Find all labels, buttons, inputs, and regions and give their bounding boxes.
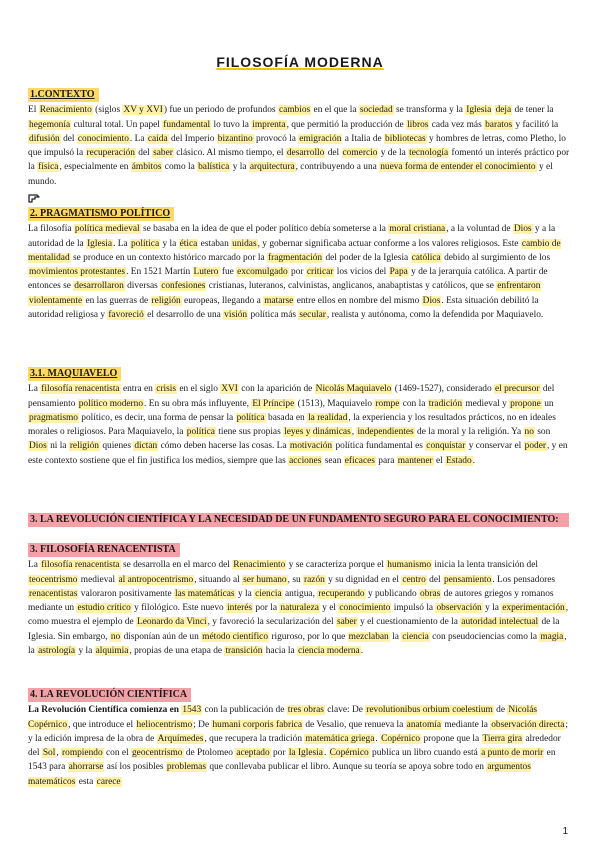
section-heading: 2. PRAGMATISMO POLÍTICO xyxy=(28,207,174,221)
body-text: , y gobernar significaba actuar conforme a los valores religiosos. Este xyxy=(257,238,521,249)
body-text: . La xyxy=(129,133,147,144)
highlighted-text: pragmatismo xyxy=(29,412,78,423)
highlighted-text: mezclaban xyxy=(348,631,389,642)
highlighted-text: movimientos protestantes xyxy=(29,267,126,278)
highlighted-text: autoridad intelectual xyxy=(461,617,539,628)
section-maquiavelo xyxy=(28,367,572,468)
body-text: La Revolución Científica comienza en xyxy=(28,705,182,716)
highlighted-text: obras xyxy=(420,588,441,599)
highlighted-text: observación xyxy=(436,603,482,614)
highlighted-text: anatomía xyxy=(406,719,442,730)
highlighted-text: Lutero xyxy=(193,267,219,278)
section-pragmatismo xyxy=(28,207,572,322)
highlighted-text: centro xyxy=(402,574,426,585)
body-text: tiene sus propias xyxy=(215,427,284,438)
highlighted-text: argumentos matemáticos xyxy=(28,762,531,787)
body-text: clave: De xyxy=(324,705,366,716)
body-text: medieval y xyxy=(463,398,510,409)
body-text: por xyxy=(288,267,306,278)
highlighted-text: razón xyxy=(304,574,325,585)
body-text: medieval xyxy=(78,574,118,585)
body-text: son xyxy=(534,427,551,438)
highlighted-text: crisis xyxy=(156,384,177,395)
body-text: del pensamiento xyxy=(28,384,555,409)
highlighted-text: caída xyxy=(147,133,168,144)
body-text: alrededor del xyxy=(28,733,561,759)
highlighted-text: carece xyxy=(96,776,121,787)
highlighted-text: Estado xyxy=(446,455,472,466)
highlighted-text: geocentrismo xyxy=(131,748,183,759)
body-text: ; y la edición impresa de la obra de xyxy=(28,719,568,744)
highlighted-text: moral cristiana xyxy=(389,224,446,235)
body-text: y la xyxy=(235,588,255,599)
body-text: debido al surgimiento de los xyxy=(441,252,551,263)
highlighted-text: naturaleza xyxy=(280,603,319,614)
highlighted-text: política xyxy=(186,427,215,438)
body-text: . xyxy=(323,748,329,759)
body-text: y el cuestionamiento de la xyxy=(357,617,461,628)
highlighted-text: cambio de mentalidad xyxy=(28,238,561,263)
highlighted-text: magia xyxy=(540,631,564,642)
body-text: lo tuvo la xyxy=(211,119,252,130)
body-text: (1469-1527), considerado xyxy=(392,384,494,395)
body-text: y publicando xyxy=(365,588,419,599)
body-text: esta xyxy=(76,776,96,787)
body-text: en 1543 para xyxy=(28,748,556,773)
body-text: , xyxy=(351,427,357,438)
highlighted-text: secular xyxy=(299,310,326,321)
highlighted-text: independientes xyxy=(357,427,414,438)
body-text: para xyxy=(375,455,397,466)
highlighted-text: religión xyxy=(69,441,99,452)
highlighted-text: tradición xyxy=(428,398,463,409)
highlighted-text: método científico xyxy=(202,631,269,642)
section-paragraph xyxy=(28,382,572,468)
highlighted-text: Sol xyxy=(42,748,56,759)
document-title xyxy=(0,54,600,70)
highlighted-text: heliocentrismo xyxy=(136,719,193,730)
highlighted-text: excomulgado xyxy=(237,267,288,278)
body-text: valoraron positivamente xyxy=(78,588,174,599)
highlighted-text: bizantino xyxy=(217,133,253,144)
highlighted-text: la Iglesia xyxy=(288,748,323,759)
highlighted-text: XVI xyxy=(221,384,238,395)
highlighted-text: Papa xyxy=(389,267,408,278)
body-text: con el xyxy=(103,748,131,759)
highlighted-text: propone xyxy=(510,398,541,409)
body-text: , y en este contexto sostiene que el fin justifica los medios, siempre que las xyxy=(28,441,568,466)
body-text: con pseudociencias como la xyxy=(429,631,540,642)
body-text: entre ellos en nombre del mismo xyxy=(294,295,422,306)
body-text: sean xyxy=(322,455,344,466)
highlighted-text: leyes y dinámicas xyxy=(284,427,351,438)
body-text: ni la xyxy=(47,441,69,452)
highlighted-text: tres obras xyxy=(287,705,324,716)
body-text: ; De xyxy=(193,719,212,730)
body-text: y de la xyxy=(378,148,409,159)
body-text: estaban xyxy=(198,238,232,249)
body-text: . Esta situación debilitó la autoridad religiosa y xyxy=(28,295,539,321)
section-paragraph xyxy=(28,103,572,189)
body-text: fomentó un interés práctico por la xyxy=(28,148,570,173)
highlighted-text: comercio xyxy=(342,148,378,159)
body-text: en las guerras de xyxy=(83,295,151,306)
body-text: fue xyxy=(219,267,237,278)
body-text: del Imperio xyxy=(168,133,217,144)
highlighted-text: alquimia xyxy=(95,646,129,657)
highlighted-text: Nicolás Copérnico xyxy=(28,705,537,730)
highlighted-text: conocimiento xyxy=(77,133,129,144)
highlighted-text: renacentistas xyxy=(29,588,78,599)
body-text: y a la autoridad de la xyxy=(28,224,556,249)
body-text: y filológico. Este nuevo xyxy=(131,603,227,614)
body-text: . xyxy=(360,646,364,657)
body-text: cultural total. Un papel xyxy=(71,119,163,130)
highlighted-text: eficaces xyxy=(344,455,375,466)
body-text: se desarrolla en el marco del xyxy=(120,560,233,571)
highlighted-text: el precursor xyxy=(494,384,540,395)
section-paragraph xyxy=(28,222,572,322)
body-text: , la experiencia y los resultados prácticos, no en ideales morales o religiosos. Para Maquiavelo, la xyxy=(28,412,556,438)
highlighted-text: imprenta xyxy=(252,119,286,130)
body-text: de la moral y la religión. Ya xyxy=(414,427,524,438)
highlighted-text: rompiendo xyxy=(62,748,103,759)
highlighted-text: problemas xyxy=(166,762,206,773)
highlighted-text: criticar xyxy=(306,267,334,278)
highlighted-text: experimentación xyxy=(502,603,565,614)
body-text: y su dignidad en el xyxy=(325,574,402,585)
highlighted-text: Nicolás Maquiavelo xyxy=(315,384,392,395)
highlighted-text: católica xyxy=(411,252,441,263)
body-text: entra en xyxy=(120,384,156,395)
body-text: con la aparición de xyxy=(238,384,315,395)
body-text: inicia la lenta transición del xyxy=(432,560,538,571)
highlighted-text: Arquímedes xyxy=(157,733,204,744)
body-text: del xyxy=(325,148,342,159)
body-text: en el que la xyxy=(311,105,359,116)
highlighted-text: confesiones xyxy=(161,281,206,292)
highlighted-text: político moderno xyxy=(78,398,144,409)
body-text: La xyxy=(28,560,41,571)
body-text: de autores griegos y romanos mediante un xyxy=(28,588,554,614)
section-paragraph xyxy=(28,558,572,658)
body-text: y el mundo. xyxy=(28,162,553,187)
body-text: propone que la xyxy=(421,733,482,744)
highlighted-text: humani corporis fabrica xyxy=(212,719,303,730)
highlighted-text: conquistar xyxy=(426,441,466,452)
highlighted-text: XV y XVI xyxy=(123,105,163,116)
highlighted-text: fragmentación xyxy=(267,252,323,263)
body-text: con la publicación de xyxy=(202,705,287,716)
body-text: basada en xyxy=(265,412,308,423)
highlighted-text: enfrentaron xyxy=(497,281,541,292)
body-text: cristianas, luteranos, calvinistas, anglicanos, anabaptistas y católicos, que se xyxy=(206,281,497,292)
body-text: el xyxy=(433,455,446,466)
highlighted-text: emigración xyxy=(299,133,342,144)
highlighted-text: Iglesia xyxy=(87,238,113,249)
body-text: y de la jerarquía católica. A partir de entonces se xyxy=(28,267,548,292)
body-text: hacia la xyxy=(263,646,297,657)
highlighted-text: rompe xyxy=(375,398,400,409)
page-number: 1 xyxy=(562,826,568,837)
highlighted-text: al antropocentrismo xyxy=(118,574,194,585)
section-heading: 4. LA REVOLUCIÓN CIENTÍFICA xyxy=(28,688,191,702)
body-text: provocó la xyxy=(253,133,299,144)
highlighted-text: política xyxy=(130,238,160,249)
body-text: del xyxy=(60,133,77,144)
highlighted-text: Dios xyxy=(422,295,441,306)
body-text: europeas, llegando a xyxy=(181,295,264,306)
body-text: (siglos xyxy=(92,105,123,116)
highlighted-text: las matemáticas xyxy=(174,588,235,599)
highlighted-text: Renacimiento xyxy=(39,105,92,116)
highlighted-text: Renacimiento xyxy=(233,560,286,571)
highlighted-text: ética xyxy=(179,238,198,249)
body-text: y facilitó la xyxy=(513,119,559,130)
highlighted-text: matemática griega xyxy=(305,733,375,744)
body-text: impulsó la xyxy=(391,603,436,614)
body-text: los vicios del xyxy=(334,267,389,278)
body-text: publica un libro cuando está xyxy=(369,748,481,759)
body-text: y hombres de letras, como Pletho, lo que impulsó la xyxy=(28,133,566,159)
highlighted-text: baratos xyxy=(485,119,513,130)
body-text: La filosofía xyxy=(28,224,74,235)
highlighted-text: estudio crítico xyxy=(77,603,131,614)
body-text: , especialmente en xyxy=(59,162,131,173)
body-text: el desarrollo de una xyxy=(144,310,224,321)
highlighted-text: motivación xyxy=(289,441,333,452)
section-paragraph xyxy=(28,703,572,789)
highlighted-text: acciones xyxy=(289,455,322,466)
body-text: . xyxy=(375,733,381,744)
body-text: La xyxy=(28,384,41,395)
highlighted-text: ciencia xyxy=(255,588,282,599)
body-text: , y favoreció la secularización del xyxy=(207,617,336,628)
body-text: que conllevaba publicar el libro. Aunque su teoría se apoya sobre todo en xyxy=(206,762,487,773)
highlighted-text: la realidad xyxy=(308,412,348,423)
body-text: de la Iglesia. Sin embargo, xyxy=(28,617,560,642)
body-text: y la xyxy=(160,238,179,249)
highlighted-text: astrología xyxy=(38,646,76,657)
body-text: en el siglo xyxy=(177,384,221,395)
highlighted-text: fundamental xyxy=(163,119,211,130)
highlighted-text: filosofía renacentista xyxy=(41,560,120,571)
body-text: por la xyxy=(253,603,280,614)
highlighted-text: difusión xyxy=(29,133,60,144)
highlighted-text: ámbitos xyxy=(131,162,162,173)
highlighted-text: unidas xyxy=(232,238,257,249)
pointing-hand-icon xyxy=(28,193,40,203)
highlighted-text: ser humano xyxy=(243,574,287,585)
body-text: , xyxy=(56,748,62,759)
highlighted-text: Leonardo da Vinci xyxy=(137,617,207,628)
body-text: , su xyxy=(287,574,303,585)
highlighted-text: recuperación xyxy=(86,148,135,159)
highlighted-text: no xyxy=(524,427,534,438)
section-heading: 3. LA REVOLUCIÓN CIENTÍFICA Y LA NECESIDAD DE UN FUNDAMENTO SEGURO PARA EL CONOCIMIENTO: xyxy=(28,513,569,527)
section-heading: 1.CONTEXTO xyxy=(28,88,99,102)
highlighted-text: Dios xyxy=(513,224,532,235)
body-text: , realista y autónoma, como la defendida por Maquiavelo. xyxy=(326,310,544,321)
body-text: del xyxy=(426,574,443,585)
highlighted-text: visión xyxy=(224,310,248,321)
highlighted-text: observación directa xyxy=(491,719,565,730)
highlighted-text: saber xyxy=(336,617,357,628)
body-text: riguroso, por lo que xyxy=(269,631,348,642)
body-text: cómo deben hacerse las cosas. La xyxy=(158,441,289,452)
highlighted-text: interés xyxy=(227,603,253,614)
highlighted-text: hegemonía xyxy=(29,119,71,130)
body-text: clásico. Al mismo tiempo, el xyxy=(173,148,286,159)
body-text: se transforma y la xyxy=(393,105,466,116)
highlighted-text: filosofía renacentista xyxy=(41,384,120,395)
highlighted-text: a punto de morir xyxy=(481,748,544,759)
body-text: de xyxy=(493,705,508,716)
highlighted-text: saber xyxy=(153,148,173,159)
body-text: . La xyxy=(113,238,130,249)
body-text: diversas xyxy=(124,281,161,292)
body-text: a Italia de xyxy=(342,133,385,144)
body-text: y conservar el xyxy=(466,441,524,452)
body-text: y la xyxy=(230,162,249,173)
body-text: quienes xyxy=(99,441,134,452)
highlighted-text: poder xyxy=(524,441,546,452)
highlighted-text: bibliotecas xyxy=(385,133,426,144)
highlighted-text: aceptado xyxy=(236,748,270,759)
body-text: política fundamental es xyxy=(333,441,426,452)
highlighted-text: cambios xyxy=(278,105,311,116)
highlighted-text: desarrollaron xyxy=(74,281,124,292)
highlighted-text: revolutionibus orbium coelestium xyxy=(366,705,493,716)
highlighted-text: Iglesia xyxy=(466,105,492,116)
highlighted-text: religión xyxy=(151,295,181,306)
highlighted-text: libros xyxy=(407,119,429,130)
section-contexto xyxy=(28,88,572,189)
document-title-text: FILOSOFÍA MODERNA xyxy=(216,54,384,70)
highlighted-text: Copérnico xyxy=(329,748,369,759)
body-text: y el xyxy=(319,603,339,614)
body-text: El xyxy=(28,105,39,116)
highlighted-text: ahorrarse xyxy=(68,762,104,773)
body-text: . En 1521 Martín xyxy=(126,267,193,278)
body-text: como la xyxy=(162,162,198,173)
body-text: , que recupera la tradición xyxy=(204,733,305,744)
highlighted-text: violentamente xyxy=(29,295,83,306)
highlighted-text: política xyxy=(236,412,265,423)
body-text: así los posibles xyxy=(104,762,166,773)
highlighted-text: desarrollo xyxy=(286,148,325,159)
highlighted-text: recuperando xyxy=(318,588,365,599)
body-text: política más xyxy=(248,310,299,321)
body-text: . Los pensadores xyxy=(492,574,556,585)
highlighted-text: sociedad xyxy=(359,105,393,116)
highlighted-text: ciencia xyxy=(402,631,429,642)
highlighted-text: favoreció xyxy=(108,310,144,321)
body-text: se produce en un contexto histórico marcado por la xyxy=(70,252,267,263)
highlighted-text: transición xyxy=(225,646,263,657)
body-text: la xyxy=(389,631,402,642)
body-text: de Vesalio, que renueva la xyxy=(303,719,406,730)
body-text: mediante la xyxy=(442,719,491,730)
body-text: de Ptolomeo xyxy=(183,748,236,759)
highlighted-text: Dios xyxy=(29,441,47,452)
body-text: , que introduce el xyxy=(68,719,136,730)
highlighted-text: El Príncipe xyxy=(252,398,295,409)
body-text: del xyxy=(135,148,153,159)
body-text: con la xyxy=(400,398,428,409)
body-text: del poder de la Iglesia xyxy=(323,252,411,263)
body-text: antigua, xyxy=(282,588,318,599)
body-text: un xyxy=(541,398,554,409)
highlighted-text: arquitectura xyxy=(249,162,295,173)
section-revolucion-heading xyxy=(28,513,572,528)
highlighted-text: humanismo xyxy=(387,560,432,571)
section-heading: 3.1. MAQUIAVELO xyxy=(28,367,121,381)
body-text: disponían aún de un xyxy=(121,631,202,642)
body-text: (1513), Maquiavelo xyxy=(295,398,375,409)
section-revolucion-cientifica xyxy=(28,688,572,789)
body-text: por xyxy=(270,748,288,759)
body-text: y la xyxy=(482,603,502,614)
highlighted-text: deja xyxy=(495,105,512,116)
highlighted-text: pensamiento xyxy=(443,574,492,585)
body-text: político, es decir, una forma de pensar la xyxy=(78,412,236,423)
body-text: , contribuyendo a una xyxy=(295,162,380,173)
highlighted-text: tecnología xyxy=(409,148,449,159)
highlighted-text: matarse xyxy=(264,295,294,306)
highlighted-text: mantener xyxy=(397,455,433,466)
body-text: , a la voluntad de xyxy=(446,224,513,235)
highlighted-text: Copérnico xyxy=(381,733,421,744)
highlighted-text: conocimiento xyxy=(339,603,391,614)
body-text: cada vez más xyxy=(429,119,485,130)
section-filosofia-renacentista xyxy=(28,543,572,658)
highlighted-text: política medieval xyxy=(74,224,140,235)
body-text: , que permitió la producción de xyxy=(286,119,407,130)
body-text: y se caracteriza porque el xyxy=(286,560,387,571)
highlighted-text: teocentrismo xyxy=(29,574,78,585)
body-text: de tener la xyxy=(512,105,554,116)
highlighted-text: física xyxy=(38,162,59,173)
body-text: , la xyxy=(28,631,567,657)
body-text: , como muestra el ejemplo de xyxy=(28,603,569,628)
body-text: se basaba en la idea de que el poder político debía someterse a la xyxy=(140,224,389,235)
body-text: , propias de una etapa de xyxy=(129,646,225,657)
body-text: . xyxy=(472,455,475,466)
highlighted-text: dictan xyxy=(134,441,158,452)
highlighted-text: 1543 xyxy=(182,705,202,716)
highlighted-text: nueva forma de entender el conocimiento xyxy=(380,162,536,173)
body-text: , situando al xyxy=(194,574,243,585)
highlighted-text: balística xyxy=(198,162,230,173)
highlighted-text: ciencia moderna xyxy=(298,646,360,657)
body-text: ) fue un periodo de profundos xyxy=(163,105,278,116)
body-text: . En su obra más influyente, xyxy=(144,398,252,409)
body-text: y la xyxy=(76,646,95,657)
section-heading: 3. FILOSOFÍA RENACENTISTA xyxy=(28,543,180,557)
highlighted-text: no xyxy=(110,631,121,642)
highlighted-text: Tierra gira xyxy=(482,733,523,744)
